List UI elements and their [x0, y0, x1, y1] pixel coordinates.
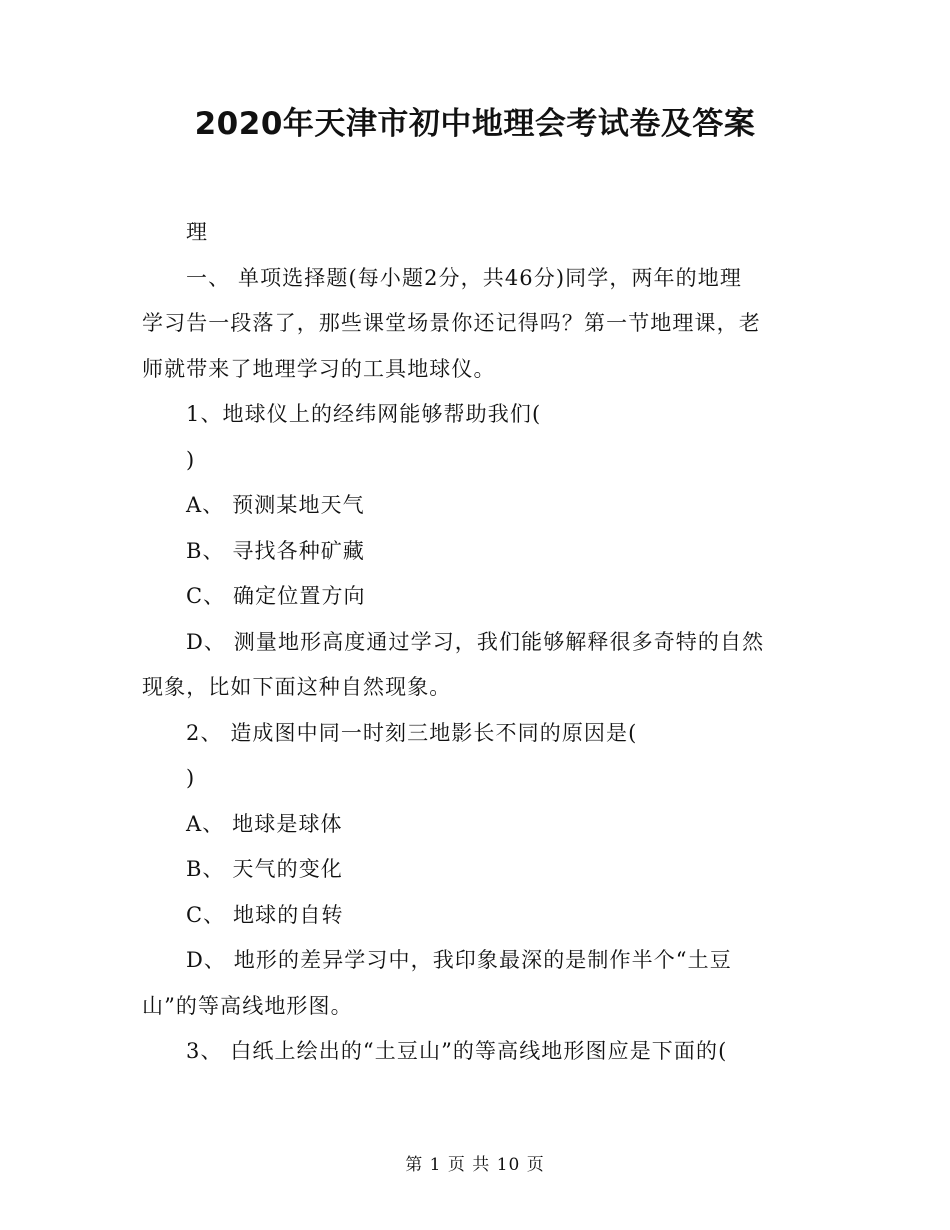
text-line: 现象，比如下面这种自然现象。 — [142, 675, 452, 699]
question-1: 1、地球仪上的经纬网能够帮助我们( — [186, 402, 542, 426]
text-line: 一、 单项选择题(每小题2分，共46分)同学，两年的地理 — [186, 265, 742, 290]
text-line: ) — [186, 447, 196, 472]
option-c: C、 确定位置方向 — [186, 584, 366, 608]
text-line: ) — [186, 766, 196, 790]
page-footer: 第 1 页 共 10 页 — [405, 1155, 545, 1175]
question-3: 3、 白纸上绘出的“土豆山”的等高线地形图应是下面的( — [186, 1039, 728, 1063]
question-2: 2、 造成图中同一时刻三地影长不同的原因是( — [186, 720, 638, 745]
text-line: 理 — [186, 220, 209, 244]
option-a: A、 地球是球体 — [186, 811, 343, 836]
option-b: B、 寻找各种矿藏 — [186, 538, 366, 563]
document-body — [142, 210, 802, 1075]
option-c: C、 地球的自转 — [186, 902, 344, 927]
text-line: 学习告一段落了，那些课堂场景你还记得吗？第一节地理课，老 — [142, 311, 761, 335]
text-line: 山”的等高线地形图。 — [142, 993, 353, 1018]
option-b: B、 天气的变化 — [186, 857, 343, 881]
option-d: D、 地形的差异学习中，我印象最深的是制作半个“土豆 — [186, 948, 732, 972]
text-line: 师就带来了地理学习的工具地球仪。 — [142, 356, 496, 381]
option-d: D、 测量地形高度通过学习，我们能够解释很多奇特的自然 — [186, 629, 765, 654]
option-a: A、 预测某地天气 — [186, 493, 365, 517]
document-title: 2020年天津市初中地理会考试卷及答案 — [194, 106, 756, 142]
